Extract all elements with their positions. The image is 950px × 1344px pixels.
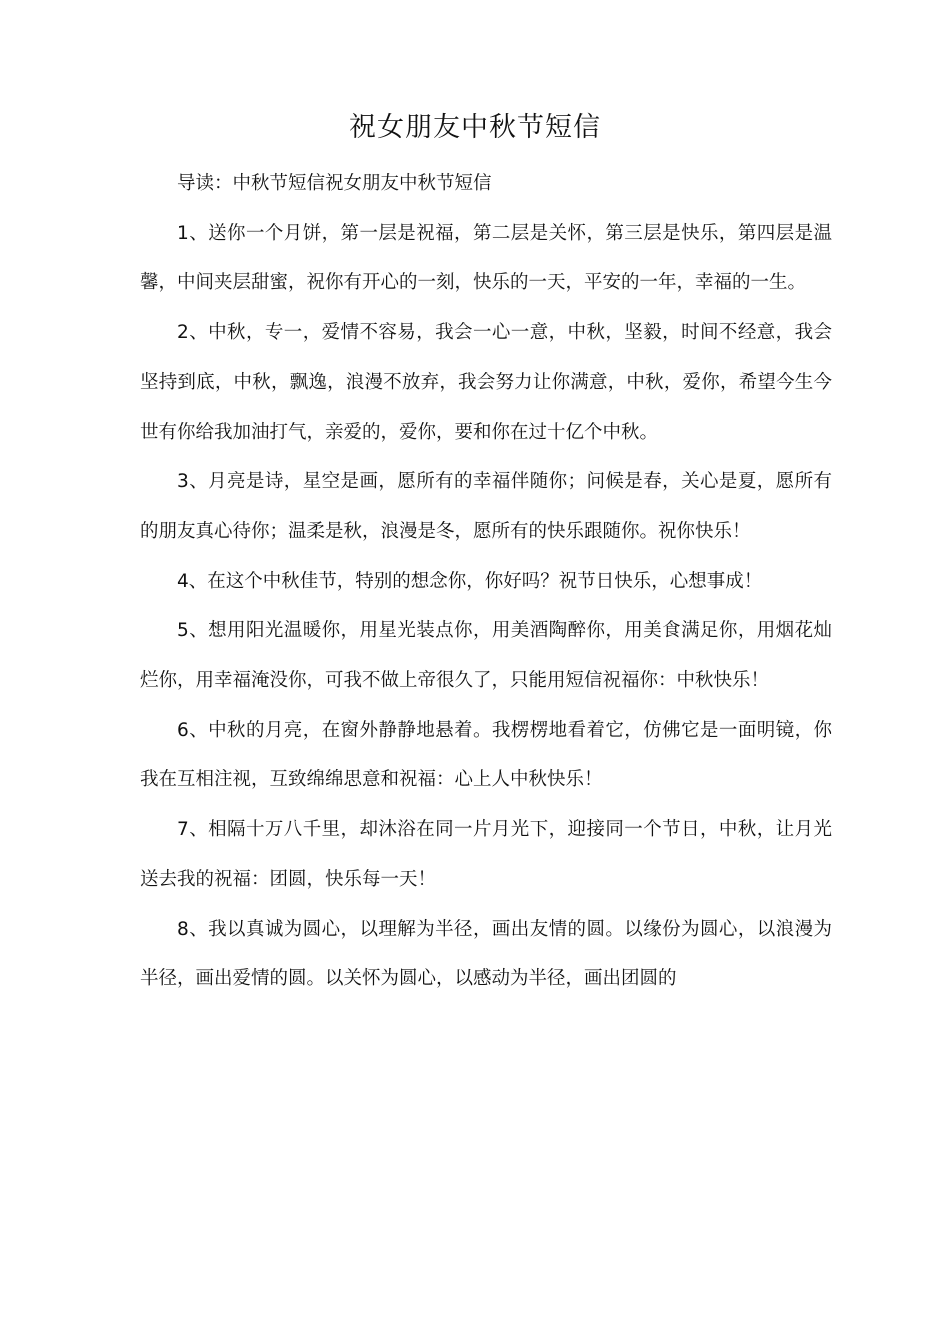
message-paragraph-6: 6、中秋的月亮，在窗外静静地悬着。我楞楞地看着它，仿佛它是一面明镜，你我在互相注视，互致绵绵思意和祝福：心上人中秋快乐！ [140,719,832,791]
document-title: 祝女朋友中秋节短信 [349,112,601,143]
message-paragraph-3: 3、月亮是诗，星空是画，愿所有的幸福伴随你；问候是春，关心是夏，愿所有的朋友真心待你；温柔是秋，浪漫是冬，愿所有的快乐跟随你。祝你快乐！ [140,471,832,542]
message-paragraph-7: 7、相隔十万八千里，却沐浴在同一片月光下，迎接同一个节日，中秋，让月光送去我的祝福：团圆，快乐每一天！ [140,819,832,890]
message-paragraph-4: 4、在这个中秋佳节，特别的想念你，你好吗？祝节日快乐，心想事成！ [177,570,763,592]
intro-paragraph: 导读：中秋节短信祝女朋友中秋节短信 [177,173,492,194]
message-paragraph-1: 1、送你一个月饼，第一层是祝福，第二层是关怀，第三层是快乐，第四层是温馨，中间夹层甜蜜，祝你有开心的一刻，快乐的一天，平安的一年，幸福的一生。 [140,222,832,294]
message-paragraph-5: 5、想用阳光温暖你，用星光装点你，用美酒陶醉你，用美食满足你，用烟花灿烂你，用幸福淹没你，可我不做上帝很久了，只能用短信祝福你：中秋快乐！ [140,620,832,692]
message-paragraph-2: 2、中秋，专一，爱情不容易，我会一心一意，中秋，坚毅，时间不经意，我会坚持到底，中秋，飘逸，浪漫不放弃，我会努力让你满意，中秋，爱你，希望今生今世有你给我加油打气，亲爱的，爱你，要和你在过十亿个中秋。 [140,322,832,443]
document-body [140,159,832,1004]
message-paragraph-8: 8、我以真诚为圆心，以理解为半径，画出友情的圆。以缘份为圆心，以浪漫为半径，画出爱情的圆。以关怀为圆心，以感动为半径，画出团圆的 [140,918,832,990]
